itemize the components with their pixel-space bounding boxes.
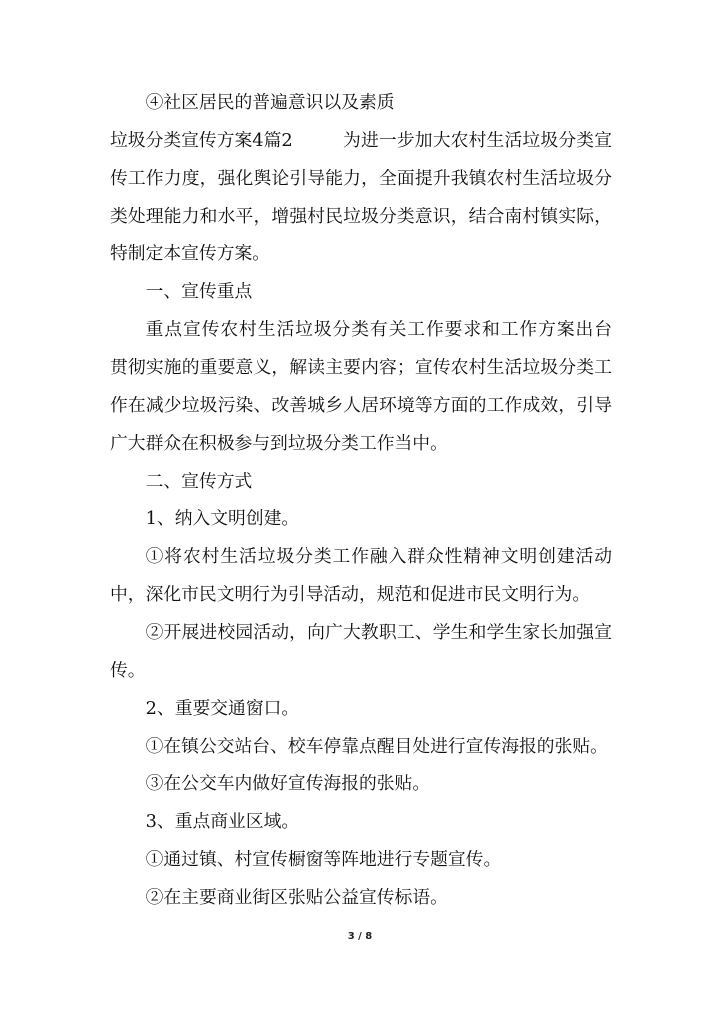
- page-number: 3 / 8: [347, 931, 373, 942]
- paragraph: [110, 614, 612, 690]
- paragraph: [110, 122, 612, 273]
- list-item: ③在公交车内做好宣传海报的张贴。: [145, 773, 431, 795]
- title-line: [110, 122, 612, 160]
- paragraph: [110, 500, 612, 538]
- paragraph: [110, 463, 612, 501]
- paragraph: [110, 84, 612, 122]
- list-item: ②开展进校园活动，向广大教职工、学生和学生家长加强宣: [145, 622, 612, 644]
- document-body: [110, 84, 612, 917]
- paragraph-line: 特制定本宣传方案。: [110, 243, 271, 265]
- list-item: ②在主要商业街区张贴公益宣传标语。: [145, 887, 448, 909]
- paragraph-line: 重点宣传农村生活垃圾分类有关工作要求和工作方案出台: [145, 319, 612, 341]
- paragraph: [110, 728, 612, 766]
- list-item-continuation: 传。: [110, 659, 146, 681]
- paragraph: [110, 765, 612, 803]
- document-title: 垃圾分类宣传方案4篇2: [110, 129, 293, 151]
- paragraph: [110, 879, 612, 917]
- paragraph-line: 传工作力度，强化舆论引导能力，全面提升我镇农村生活垃圾分: [110, 167, 612, 189]
- paragraph: [110, 690, 612, 728]
- list-item: ①在镇公交站台、校车停靠点醒目处进行宣传海报的张贴。: [145, 735, 608, 757]
- paragraph-line: 为进一步加大农村生活垃圾分类宣: [343, 129, 612, 151]
- paragraph-line: 作在减少垃圾污染、改善城乡人居环境等方面的工作成效，引导: [110, 394, 612, 416]
- paragraph: [110, 538, 612, 614]
- paragraph: [110, 841, 612, 879]
- paragraph-line: 广大群众在积极参与到垃圾分类工作当中。: [110, 432, 448, 454]
- subsection-heading: 1、纳入文明创建。: [145, 508, 300, 530]
- list-item: ④社区居民的普遍意识以及素质: [145, 92, 395, 113]
- list-item-continuation: 中，深化市民文明行为引导活动，规范和促进市民文明行为。: [110, 584, 591, 606]
- paragraph-line: 贯彻实施的重要意义，解读主要内容；宣传农村生活垃圾分类工: [110, 357, 612, 379]
- subsection-heading: 3、重点商业区域。: [145, 811, 300, 833]
- paragraph-line: 类处理能力和水平，增强村民垃圾分类意识，结合南村镇实际，: [110, 205, 612, 227]
- section-heading: 二、宣传方式: [145, 470, 253, 492]
- paragraph: [110, 803, 612, 841]
- paragraph: [110, 311, 612, 462]
- subsection-heading: 2、重要交通窗口。: [145, 697, 300, 719]
- list-item: ①将农村生活垃圾分类工作融入群众性精神文明创建活动: [145, 546, 612, 568]
- paragraph: [110, 273, 612, 311]
- section-heading: 一、宣传重点: [145, 281, 253, 303]
- list-item: ①通过镇、村宣传橱窗等阵地进行专题宣传。: [145, 849, 502, 871]
